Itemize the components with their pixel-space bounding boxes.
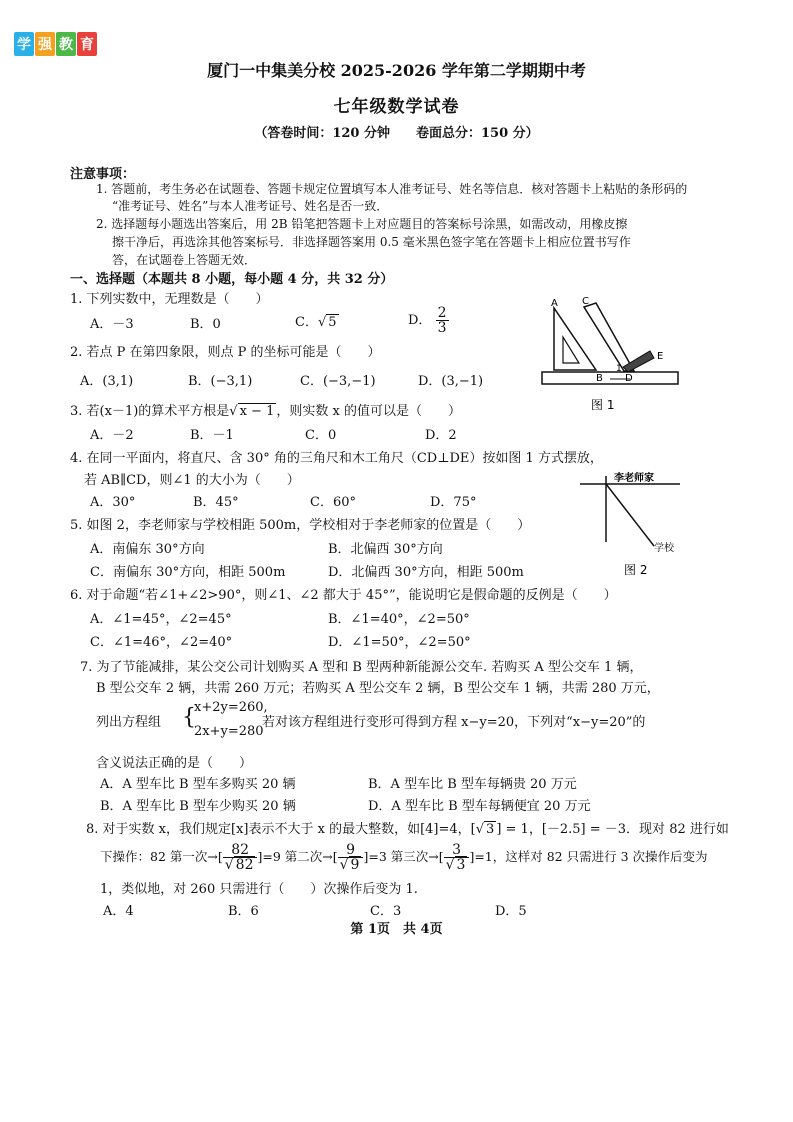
q8-line-2-a: 下操作：82 第一次→[ (100, 849, 223, 864)
q1-stem: 1. 下列实数中，无理数是（ ） (70, 292, 269, 307)
fraction-radicand: 9 (350, 857, 360, 873)
fraction-numerator: 9 (338, 843, 364, 858)
q8-option-c: C．3 (370, 904, 402, 919)
q1-c-label: C． (295, 315, 318, 330)
q2-option-c: C．(−3,−1) (300, 374, 376, 389)
q4-option-b: B．45° (193, 495, 239, 510)
q2-stem: 2. 若点 P 在第四象限，则点 P 的坐标可能是（ ） (70, 345, 381, 360)
school-label: 学校 (654, 543, 674, 554)
label-d: D (625, 373, 633, 384)
q8-line-2 (100, 843, 708, 872)
q8-line-1-pre: 8. 对于实数 x，我们规定[x]表示不大于 x 的最大整数，如[4]=4，[ (86, 822, 476, 837)
q3-option-b: B．－1 (190, 428, 234, 443)
q8-option-a: A．4 (103, 904, 134, 919)
label-e: E (657, 351, 664, 362)
note-1-line-1: 1. 答题前，考生务必在试题卷、答题卡规定位置填写本人准考证号、姓名等信息．核对答题卡上粘贴的条形码的 (96, 182, 688, 196)
q7-option-a: A．A 型车比 B 型车多购买 20 辆 (100, 777, 296, 792)
q7-line-3: 含义说法正确的是（ ） (96, 756, 253, 771)
q7-option-d: D．A 型车比 B 型车每辆便宜 20 万元 (368, 799, 591, 814)
q7-line-2: B 型公交车 2 辆，共需 260 万元；若购买 A 型公交车 2 辆，B 型公交车 1 辆，共需 280 万元， (96, 681, 660, 696)
q6-stem: 6. 对于命题“若∠1+∠2>90°，则∠1、∠2 都大于 45°”，能说明它是假命题的反例是（ ） (70, 588, 617, 603)
page-number: 第 1页 共 4页 (350, 922, 443, 937)
label-c: C (582, 296, 589, 307)
q1-option-d (408, 306, 449, 335)
q4-line-2: 若 AB∥CD，则∠1 的大小为（ ） (84, 473, 300, 488)
figure-2-caption: 图 2 (624, 563, 648, 577)
q8-line-2-b: ]=9 第二次→[ (257, 849, 338, 864)
q3-option-d: D．2 (425, 428, 457, 443)
q3-stem-radicand: x − 1 (239, 404, 275, 419)
figure-2 (576, 470, 686, 580)
q6-option-b: B．∠1=40°，∠2=50° (328, 612, 470, 627)
fraction-denominator: √ 9 (339, 857, 360, 873)
q8-op3-fraction (444, 843, 470, 872)
q5-stem: 5. 如图 2，李老师家与学校相距 500m，学校相对于李老师家的位置是（ ） (70, 518, 531, 533)
q8-line-1-post: ] = 1，[－2.5] = －3．现对 82 进行如 (496, 822, 729, 837)
sqrt-sign: √ (229, 404, 238, 419)
q3-stem-post: ，则实数 x 的值可以是（ ） (276, 404, 461, 419)
exam-meta: （答卷时间：120 分钟 卷面总分：150 分） (254, 126, 539, 141)
q5-option-c: C．南偏东 30°方向，相距 500m (90, 565, 286, 580)
q1-option-c (295, 311, 339, 330)
q5-option-d: D．北偏西 30°方向，相距 500m (328, 565, 524, 580)
exam-title: 厦门一中集美分校 2025-2026 学年第二学期期中考 (207, 61, 586, 80)
q4-option-a: A．30° (90, 495, 136, 510)
q7-list-post: 若对该方程组进行变形可得到方程 x−y=20，下列对“x−y=20”的 (262, 715, 646, 730)
q8-line-1-radicand: 3 (486, 822, 495, 837)
q8-option-d: D．5 (495, 904, 527, 919)
q3-stem (70, 400, 461, 419)
carpenter-square-shape (584, 303, 634, 371)
q3-stem-pre: 3. 若(x－1)的算术平方根是 (70, 404, 230, 419)
q1-option-b: B．0 (190, 317, 221, 332)
logo-char-2: 强 (35, 32, 55, 56)
fraction-denominator: √ 82 (224, 857, 254, 873)
q8-op1-fraction (223, 843, 258, 872)
carpenter-square-arm (623, 351, 654, 372)
q6-option-d: D．∠1=50°，∠2=50° (328, 635, 471, 650)
brace-symbol: { (182, 705, 196, 730)
q2-option-b: B．(−3,1) (188, 374, 253, 389)
fraction-denominator: 3 (437, 320, 447, 336)
sqrt-sign: √ (317, 315, 327, 330)
label-a: A (551, 298, 558, 309)
q4-line-1: 4. 在同一平面内，将直尺、含 30° 角的三角尺和木工角尺（CD⊥DE）按如图 1 方式摆放， (70, 451, 603, 466)
q7-option-b: B．A 型车比 B 型车每辆贵 20 万元 (368, 777, 577, 792)
q4-option-c: C．60° (310, 495, 356, 510)
q8-line-1 (86, 818, 729, 837)
fraction-numerator: 82 (223, 843, 258, 858)
q1-d-label: D． (408, 313, 432, 328)
q2-option-d: D．(3,−1) (418, 374, 484, 389)
q1-d-fraction (436, 306, 449, 335)
logo-char-1: 学 (14, 32, 34, 56)
q3-option-a: A．－2 (90, 428, 134, 443)
q8-option-b: B．6 (228, 904, 259, 919)
note-2-line-2: 擦干净后，再选涂其他答案标号．非选择题答案用 0.5 毫米黑色签字笔在答题卡上相应位置书写作 (112, 235, 631, 249)
home-label: 李老师家 (614, 473, 654, 484)
q5-option-a: A．南偏东 30°方向 (90, 542, 205, 557)
q7-option-c: B．A 型车比 B 型车少购买 20 辆 (100, 799, 296, 814)
q1-option-a: A．－3 (90, 317, 134, 332)
sqrt-sign: √ (475, 822, 485, 837)
q8-op2-fraction (338, 843, 364, 872)
fraction-denominator: √ 3 (445, 857, 466, 873)
note-2-line-3: 答，在试题卷上答题无效． (112, 253, 257, 267)
label-b: B (596, 373, 603, 384)
q6-option-c: C．∠1=46°，∠2=40° (90, 635, 233, 650)
logo-char-3: 教 (56, 32, 76, 56)
q8-line-2-c: ]=3 第三次→[ (363, 849, 444, 864)
q7-equation-2: 2x+y=280 (194, 724, 264, 739)
fraction-radicand: 3 (456, 857, 466, 873)
fraction-radicand: 82 (235, 857, 254, 873)
q1-c-radicand: 5 (328, 315, 337, 330)
label-angle-1: 1 (616, 364, 622, 374)
direction-line (606, 484, 654, 546)
section-heading: 一、选择题（本题共 8 小题，每小题 4 分，共 32 分） (70, 272, 394, 287)
note-2-line-1: 2. 选择题每小题选出答案后，用 2B 铅笔把答题卡上对应题目的答案标号涂黑，如需改动，用橡皮擦 (96, 217, 628, 231)
logo-char-4: 育 (77, 32, 97, 56)
q4-option-d: D．75° (430, 495, 477, 510)
q5-option-b: B．北偏西 30°方向 (328, 542, 443, 557)
figure-1-caption: 图 1 (591, 398, 615, 412)
q8-line-3: 1，类似地，对 260 只需进行（ ）次操作后变为 1. (100, 882, 418, 897)
ruler-shape (542, 372, 678, 384)
fraction-numerator: 3 (444, 843, 470, 858)
fraction-numerator: 2 (437, 305, 447, 321)
q2-option-a: A．(3,1) (80, 374, 134, 389)
q7-equation-1: x+2y=260, (194, 700, 268, 715)
brand-logo (14, 32, 98, 56)
q3-option-c: C．0 (305, 428, 337, 443)
note-1-line-2: “准考证号、姓名”与本人准考证号、姓名是否一致． (112, 199, 389, 213)
exam-subtitle: 七年级数学试卷 (333, 97, 460, 117)
figure-1 (530, 295, 690, 413)
notes-heading: 注意事项： (70, 167, 136, 182)
q6-option-a: A．∠1=45°，∠2=45° (90, 612, 232, 627)
q8-line-2-d: ]=1，这样对 82 只需进行 3 次操作后变为 (469, 849, 708, 864)
q7-line-1: 7. 为了节能减排，某公交公司计划购买 A 型和 B 型两种新能源公交车. 若购买 A 型公交车 1 辆， (80, 660, 643, 675)
q7-list-pre: 列出方程组 (96, 715, 162, 730)
